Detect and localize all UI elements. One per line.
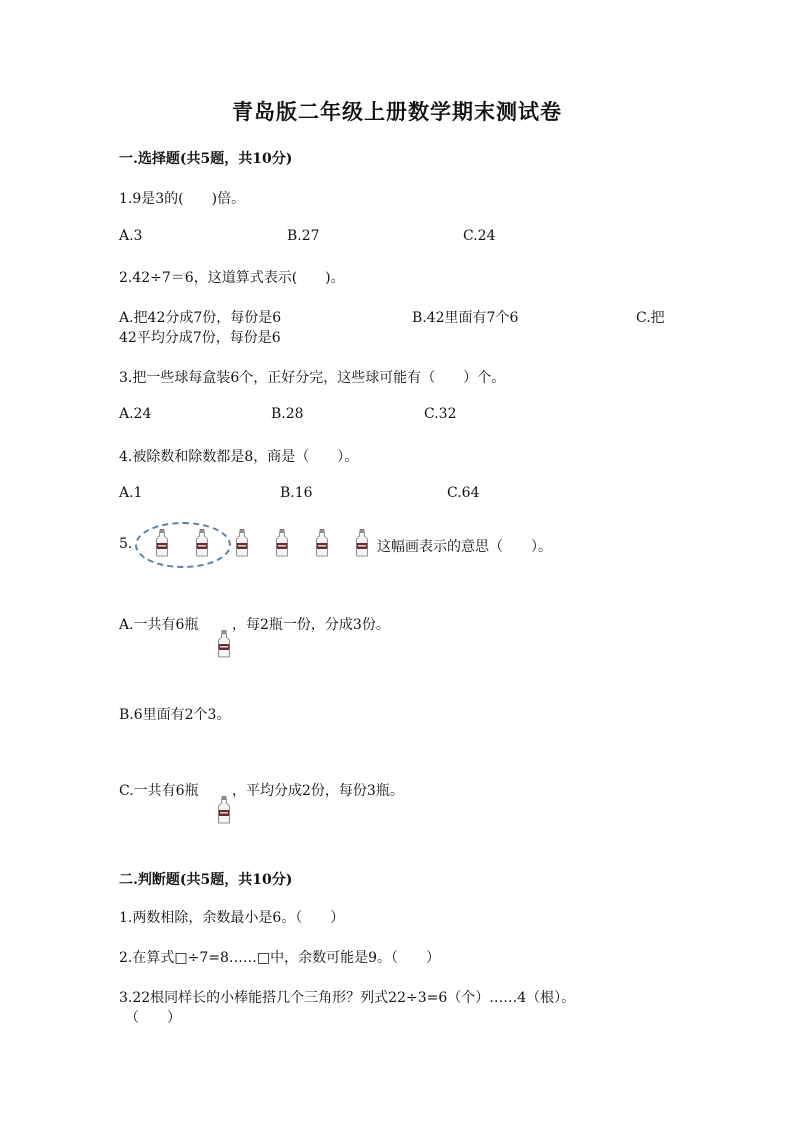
bottle-icon [315, 529, 329, 557]
grouping-oval [135, 522, 231, 568]
judgment-question-2: 2.在算式□÷7=8……□中，余数可能是9。（ ） [119, 950, 440, 966]
section1-heading: 一.选择题(共5题，共10分) [119, 151, 293, 167]
question-5-option-b: B.6里面有2个3。 [119, 707, 231, 723]
question-5-option-a: A.一共有6瓶 [119, 617, 199, 633]
question-4-option-b: B.16 [280, 485, 313, 501]
bottle-icon [217, 630, 231, 658]
question-2-option-c: C.把 [636, 310, 665, 326]
question-3-stem: 3.把一些球每盒装6个，正好分完，这些球可能有（ ）个。 [119, 370, 506, 386]
question-5-option-c: C.一共有6瓶 [119, 783, 199, 799]
section2-heading: 二.判断题(共5题，共10分) [119, 872, 293, 888]
question-3-option-a: A.24 [119, 406, 152, 422]
bottle-icon [155, 529, 169, 557]
judgment-question-3-blank: （ ） [125, 1010, 181, 1026]
question-5-option-c-continued: ，平均分成2份，每份3瓶。 [232, 783, 404, 799]
question-1-option-c: C.24 [463, 228, 496, 244]
question-1-option-b: B.27 [287, 228, 320, 244]
bottle-icon [355, 529, 369, 557]
question-5-number: 5. [119, 536, 133, 552]
question-1-stem: 1.9是3的( )倍。 [119, 191, 246, 207]
bottle-icon [217, 796, 231, 824]
question-4-option-c: C.64 [447, 485, 480, 501]
question-3-option-b: B.28 [271, 406, 304, 422]
question-3-option-c: C.32 [424, 406, 457, 422]
bottle-icon [235, 529, 249, 557]
judgment-question-3: 3.22根同样长的小棒能搭几个三角形？列式22÷3=6（个）……4（根）。 [119, 990, 576, 1006]
question-4-stem: 4.被除数和除数都是8，商是（ ）。 [119, 449, 359, 465]
question-2-stem: 2.42÷7＝6，这道算式表示( )。 [119, 270, 345, 286]
question-1-option-a: A.3 [119, 228, 143, 244]
judgment-question-1: 1.两数相除，余数最小是6。（ ） [119, 910, 345, 926]
bottle-icon [195, 529, 209, 557]
page-title: 青岛版二年级上册数学期末测试卷 [232, 99, 562, 124]
question-5-option-a-continued: ，每2瓶一份，分成3份。 [232, 617, 390, 633]
question-2-option-a: A.把42分成7份，每份是6 [119, 310, 282, 326]
question-2-option-b: B.42里面有7个6 [412, 310, 519, 326]
question-4-option-a: A.1 [119, 485, 143, 501]
question-5-stem: 这幅画表示的意思（ ）。 [377, 539, 552, 555]
bottle-icon [275, 529, 289, 557]
question-2-option-c-continued: 42平均分成7份，每份是6 [119, 330, 281, 346]
